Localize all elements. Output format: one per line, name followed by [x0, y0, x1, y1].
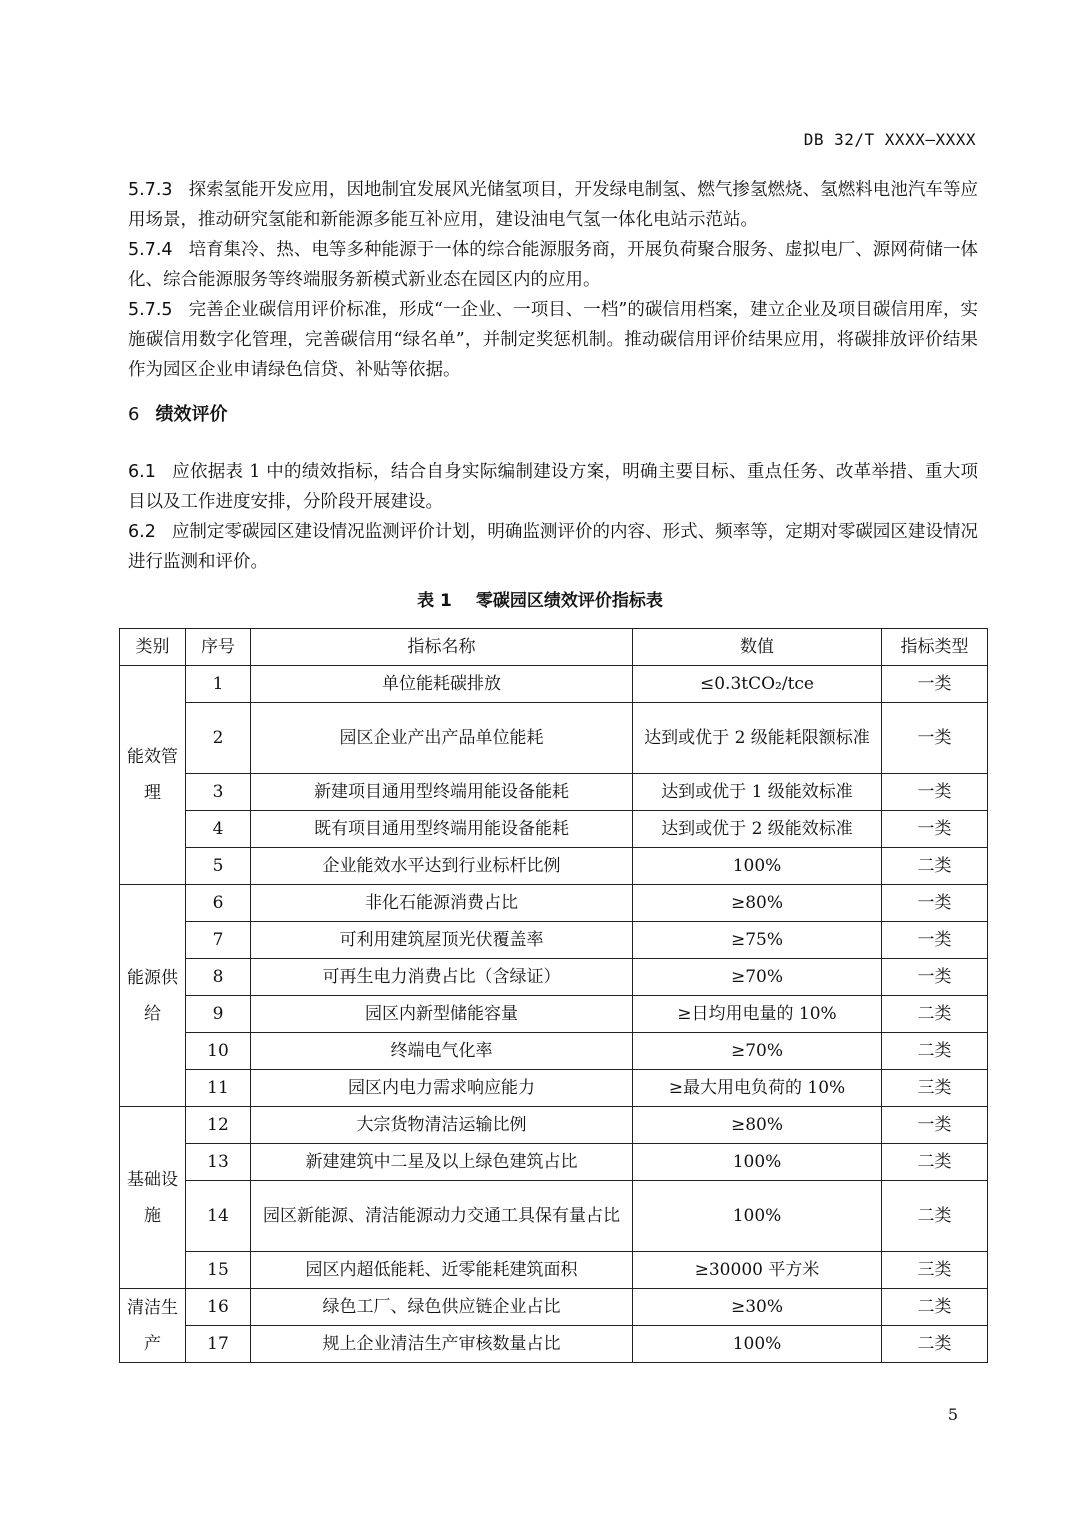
indicator-name: 园区内超低能耗、近零能耗建筑面积 [251, 1252, 633, 1289]
document-code: DB 32/T XXXX—XXXX [803, 130, 976, 149]
indicator-type: 二类 [882, 1144, 988, 1181]
section-title: 绩效评价 [155, 404, 228, 425]
row-number: 11 [186, 1070, 251, 1107]
category-cell: 基础设施 [120, 1107, 186, 1289]
indicator-value: ≥75% [633, 922, 882, 959]
indicator-name: 园区内新型储能容量 [251, 996, 633, 1033]
indicator-name: 园区企业产出产品单位能耗 [251, 703, 633, 774]
row-number: 17 [186, 1326, 251, 1363]
indicator-type: 二类 [882, 996, 988, 1033]
table-row [120, 1252, 988, 1289]
indicator-type: 二类 [882, 1181, 988, 1252]
indicator-name: 可利用建筑屋顶光伏覆盖率 [251, 922, 633, 959]
clause-text: 完善企业碳信用评价标准，形成“一企业、一项目、一档”的碳信用档案，建立企业及项目碳信用库，实施碳信用数字化管理，完善碳信用“绿名单”，并制定奖惩机制。推动碳信用评价结果应用，将碳排放评价结果作为园区企业申请绿色信贷、补贴等依据。 [128, 300, 978, 380]
row-number: 3 [186, 774, 251, 811]
section-heading [128, 400, 227, 426]
row-number: 8 [186, 959, 251, 996]
header-category: 类别 [120, 629, 186, 666]
table-row [120, 666, 988, 703]
indicator-value: ≥70% [633, 959, 882, 996]
indicator-type: 一类 [882, 774, 988, 811]
table-row [120, 1033, 988, 1070]
indicator-type: 一类 [882, 703, 988, 774]
indicator-value: ≤0.3tCO₂/tce [633, 666, 882, 703]
indicator-name: 绿色工厂、绿色供应链企业占比 [251, 1289, 633, 1326]
indicator-value: 达到或优于 2 级能效标准 [633, 811, 882, 848]
row-number: 15 [186, 1252, 251, 1289]
indicator-name: 非化石能源消费占比 [251, 885, 633, 922]
indicator-value: 100% [633, 848, 882, 885]
table-row [120, 1326, 988, 1363]
indicator-value: 达到或优于 1 级能效标准 [633, 774, 882, 811]
row-number: 10 [186, 1033, 251, 1070]
header-value: 数值 [633, 629, 882, 666]
clause-number: 6.2 [128, 522, 156, 542]
table-row [120, 885, 988, 922]
indicator-name: 大宗货物清洁运输比例 [251, 1107, 633, 1144]
clause-6-1 [128, 457, 978, 517]
indicator-type: 二类 [882, 1033, 988, 1070]
indicator-value: 100% [633, 1326, 882, 1363]
indicator-value: 100% [633, 1181, 882, 1252]
indicator-name: 新建建筑中二星及以上绿色建筑占比 [251, 1144, 633, 1181]
indicator-type: 二类 [882, 1289, 988, 1326]
indicator-type: 二类 [882, 848, 988, 885]
clause-text: 培育集冷、热、电等多种能源于一体的综合能源服务商，开展负荷聚合服务、虚拟电厂、源网荷储一体化、综合能源服务等终端服务新模式新业态在园区内的应用。 [128, 240, 978, 290]
indicator-name: 规上企业清洁生产审核数量占比 [251, 1326, 633, 1363]
clause-number: 5.7.4 [128, 240, 173, 260]
table-row [120, 1144, 988, 1181]
indicator-value: ≥70% [633, 1033, 882, 1070]
header-number: 序号 [186, 629, 251, 666]
indicator-value: ≥80% [633, 885, 882, 922]
indicator-type: 三类 [882, 1252, 988, 1289]
row-number: 12 [186, 1107, 251, 1144]
indicator-value: ≥日均用电量的 10% [633, 996, 882, 1033]
clause-5-7-5 [128, 295, 978, 385]
row-number: 7 [186, 922, 251, 959]
indicator-value: ≥30000 平方米 [633, 1252, 882, 1289]
table-row [120, 774, 988, 811]
indicator-value: ≥30% [633, 1289, 882, 1326]
page-number: 5 [947, 1405, 958, 1424]
indicator-type: 一类 [882, 885, 988, 922]
category-cell: 清洁生产 [120, 1289, 186, 1363]
table-row [120, 703, 988, 774]
row-number: 16 [186, 1289, 251, 1326]
table-row [120, 1070, 988, 1107]
table-row [120, 1107, 988, 1144]
indicator-value: ≥80% [633, 1107, 882, 1144]
table-header-row [120, 629, 988, 666]
table-row [120, 1181, 988, 1252]
indicator-name: 单位能耗碳排放 [251, 666, 633, 703]
indicator-value: 100% [633, 1144, 882, 1181]
table-row [120, 996, 988, 1033]
indicator-name: 可再生电力消费占比（含绿证） [251, 959, 633, 996]
indicator-value: ≥最大用电负荷的 10% [633, 1070, 882, 1107]
table-caption [0, 586, 1080, 611]
row-number: 13 [186, 1144, 251, 1181]
indicator-type: 一类 [882, 666, 988, 703]
table-row [120, 1289, 988, 1326]
category-cell: 能源供给 [120, 885, 186, 1107]
indicator-type: 一类 [882, 811, 988, 848]
row-number: 4 [186, 811, 251, 848]
indicator-value: 达到或优于 2 级能耗限额标准 [633, 703, 882, 774]
clauses-5-7 [128, 175, 978, 385]
performance-indicator-table [119, 628, 988, 1363]
indicator-type: 一类 [882, 922, 988, 959]
category-cell: 能效管理 [120, 666, 186, 885]
header-indicator-type: 指标类型 [882, 629, 988, 666]
clause-number: 6.1 [128, 462, 156, 482]
clause-number: 5.7.5 [128, 300, 173, 320]
clause-text: 探索氢能开发应用，因地制宜发展风光储氢项目，开发绿电制氢、燃气掺氢燃烧、氢燃料电池汽车等应用场景，推动研究氢能和新能源多能互补应用，建设油电气氢一体化电站示范站。 [128, 180, 978, 230]
header-indicator-name: 指标名称 [251, 629, 633, 666]
indicator-name: 园区新能源、清洁能源动力交通工具保有量占比 [251, 1181, 633, 1252]
table-row [120, 922, 988, 959]
row-number: 9 [186, 996, 251, 1033]
indicator-name: 企业能效水平达到行业标杆比例 [251, 848, 633, 885]
row-number: 6 [186, 885, 251, 922]
clause-6-2 [128, 517, 978, 577]
table-title: 零碳园区绩效评价指标表 [475, 591, 663, 611]
clause-5-7-3 [128, 175, 978, 235]
row-number: 5 [186, 848, 251, 885]
clause-number: 5.7.3 [128, 180, 173, 200]
table-row [120, 848, 988, 885]
table-row [120, 811, 988, 848]
indicator-type: 三类 [882, 1070, 988, 1107]
row-number: 14 [186, 1181, 251, 1252]
indicator-type: 一类 [882, 959, 988, 996]
indicator-name: 终端电气化率 [251, 1033, 633, 1070]
indicator-type: 一类 [882, 1107, 988, 1144]
section-number: 6 [128, 404, 140, 425]
indicator-name: 园区内电力需求响应能力 [251, 1070, 633, 1107]
indicator-name: 既有项目通用型终端用能设备能耗 [251, 811, 633, 848]
clause-text: 应制定零碳园区建设情况监测评价计划，明确监测评价的内容、形式、频率等，定期对零碳园区建设情况进行监测和评价。 [128, 522, 978, 572]
indicator-type: 二类 [882, 1326, 988, 1363]
clauses-6 [128, 457, 978, 577]
clause-5-7-4 [128, 235, 978, 295]
row-number: 2 [186, 703, 251, 774]
table-row [120, 959, 988, 996]
indicator-name: 新建项目通用型终端用能设备能耗 [251, 774, 633, 811]
clause-text: 应依据表 1 中的绩效指标，结合自身实际编制建设方案，明确主要目标、重点任务、改革举措、重大项目以及工作进度安排，分阶段开展建设。 [128, 462, 978, 512]
table-number: 表 1 [417, 591, 452, 611]
row-number: 1 [186, 666, 251, 703]
